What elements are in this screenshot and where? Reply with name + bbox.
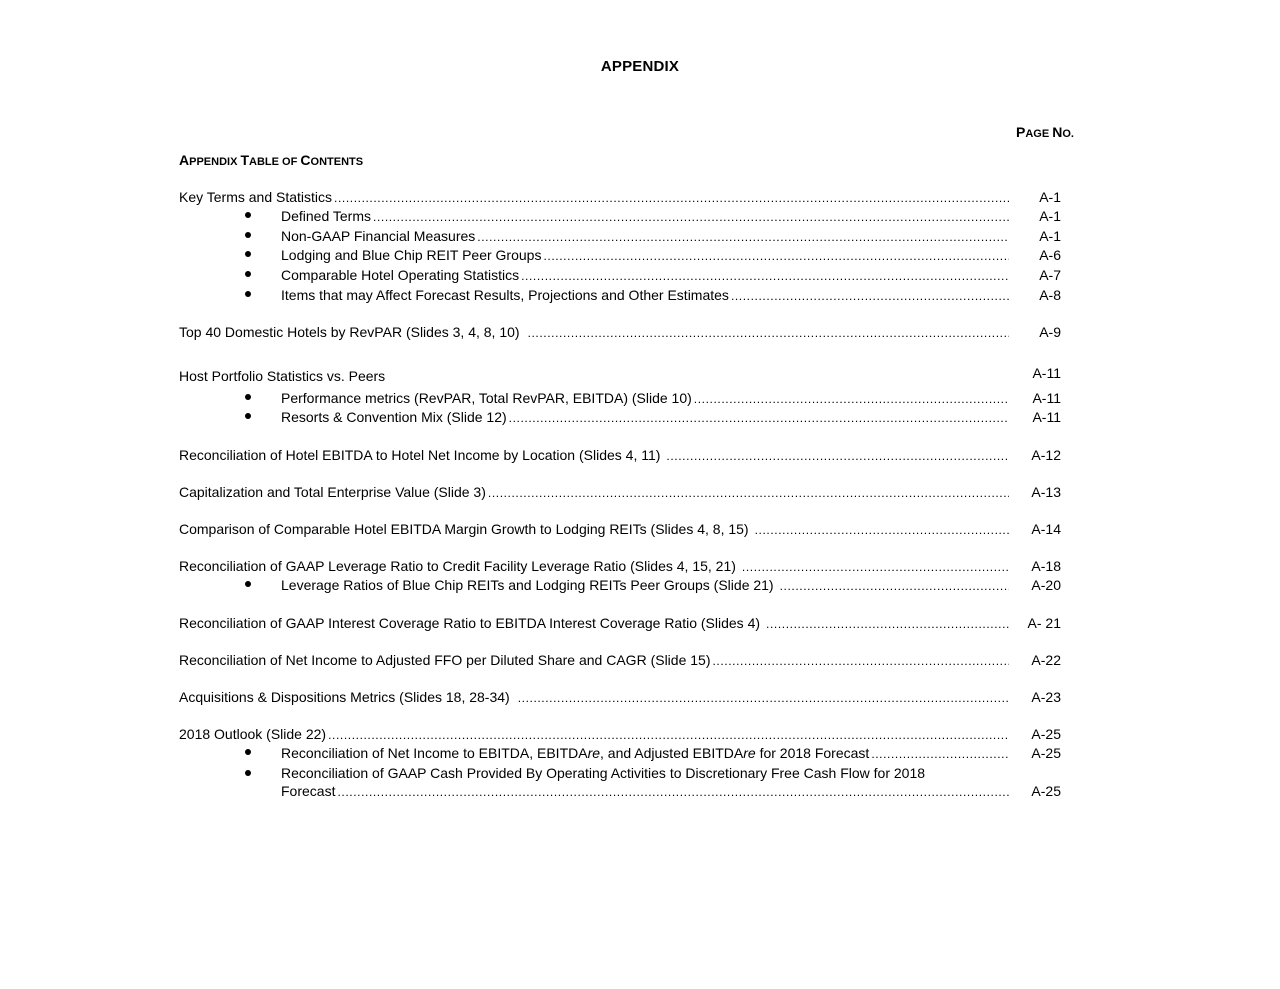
toc-subentry-forecast-items[interactable]: Items that may Affect Forecast Results, Projections and Other Estimates ..... A-8 — [179, 285, 1061, 305]
page-ref: A-25 — [1031, 783, 1061, 799]
toc-subentry-resorts-convention-mix[interactable]: Resorts & Convention Mix (Slide 12) ..... A-11 — [179, 407, 1061, 427]
page-number-column-header: PAGE NO. — [1016, 124, 1074, 140]
page-ref: A-11 — [1032, 409, 1061, 425]
toc-entry-2018-outlook[interactable]: 2018 Outlook (Slide 22) ..... A-25 — [179, 724, 1061, 744]
page-ref: A-13 — [1031, 484, 1061, 500]
page-ref: A- 21 — [1027, 615, 1061, 631]
page-ref: A-23 — [1031, 689, 1061, 705]
page-ref: A-12 — [1031, 447, 1061, 463]
toc-subentry-comparable-hotel-stats[interactable]: Comparable Hotel Operating Statistics ..... A-7 — [179, 265, 1061, 285]
page-ref: A-6 — [1039, 247, 1061, 263]
page-ref: A-1 — [1039, 208, 1061, 224]
page-ref: A-25 — [1031, 726, 1061, 742]
page-ref: A-8 — [1039, 287, 1061, 303]
page-title: APPENDIX — [600, 58, 680, 75]
toc-subentry-performance-metrics[interactable]: Performance metrics (RevPAR, Total RevPAR, EBITDA) (Slide 10) ..... A-11 — [179, 388, 1061, 408]
toc-entry-hotel-ebitda-reconciliation[interactable]: Reconciliation of Hotel EBITDA to Hotel Net Income by Location (Slides 4, 11) ..... A-12 — [179, 445, 1061, 465]
toc-entry-host-portfolio-stats[interactable]: Host Portfolio Statistics vs. Peers A-11 — [179, 365, 1061, 384]
bullet-icon — [179, 763, 281, 783]
toc-heading: APPENDIX TABLE OF CONTENTS — [179, 152, 364, 168]
toc-subentry-leverage-ratios-peers[interactable]: Leverage Ratios of Blue Chip REITs and Lodging REITs Peer Groups (Slide 21) ..... A-20 — [179, 575, 1061, 595]
toc-entry-adjusted-ffo[interactable]: Reconciliation of Net Income to Adjusted FFO per Diluted Share and CAGR (Slide 15) ..... A-22 — [179, 650, 1061, 670]
toc-entry-leverage-ratio-reconciliation[interactable]: Reconciliation of GAAP Leverage Ratio to Credit Facility Leverage Ratio (Slides 4, 15, 21) ..... A-18 — [179, 556, 1061, 576]
page-ref: A-9 — [1039, 324, 1061, 340]
page-ref: A-14 — [1031, 521, 1061, 537]
toc-entry-capitalization[interactable]: Capitalization and Total Enterprise Value (Slide 3) ..... A-13 — [179, 482, 1061, 502]
toc-entry-ebitda-margin-growth[interactable]: Comparison of Comparable Hotel EBITDA Margin Growth to Lodging REITs (Slides 4, 8, 15) ..... A-14 — [179, 519, 1061, 539]
page-ref: A-22 — [1031, 652, 1061, 668]
page-ref: A-1 — [1039, 228, 1061, 244]
page-ref: A-25 — [1031, 745, 1061, 761]
toc-subentry-free-cash-flow-2018[interactable]: Reconciliation of GAAP Cash Provided By Operating Activities to Discretionary Free Cash Flow for 2018 Forecast ..... A-25 — [179, 763, 1061, 803]
toc-entry-key-terms[interactable]: Key Terms and Statistics ..... A-1 — [179, 187, 1061, 207]
page-ref: A-7 — [1039, 267, 1061, 283]
toc-entry-interest-coverage[interactable]: Reconciliation of GAAP Interest Coverage Ratio to EBITDA Interest Coverage Ratio (Slides 4) ..... A- 21 — [179, 613, 1061, 633]
page-ref: A-1 — [1039, 189, 1061, 205]
toc-entry-acquisitions-dispositions[interactable]: Acquisitions & Dispositions Metrics (Slides 18, 28-34) ..... A-23 — [179, 687, 1061, 707]
page-ref: A-20 — [1031, 577, 1061, 593]
toc-subentry-non-gaap[interactable]: Non-GAAP Financial Measures ..... A-1 — [179, 226, 1061, 246]
toc-subentry-ebitda-2018-forecast[interactable]: Reconciliation of Net Income to EBITDA, EBITDAre, and Adjusted EBITDAre for 2018 Forecast ..... A-25 — [179, 743, 1061, 763]
page-ref: A-11 — [1032, 365, 1061, 381]
toc-subentry-peer-groups[interactable]: Lodging and Blue Chip REIT Peer Groups ..... A-6 — [179, 245, 1061, 265]
page-ref: A-11 — [1032, 390, 1061, 406]
toc-entry-top-40-hotels[interactable]: Top 40 Domestic Hotels by RevPAR (Slides 3, 4, 8, 10) ..... A-9 — [179, 322, 1061, 342]
page-ref: A-18 — [1031, 558, 1061, 574]
toc-subentry-defined-terms[interactable]: Defined Terms ..... A-1 — [179, 206, 1061, 226]
